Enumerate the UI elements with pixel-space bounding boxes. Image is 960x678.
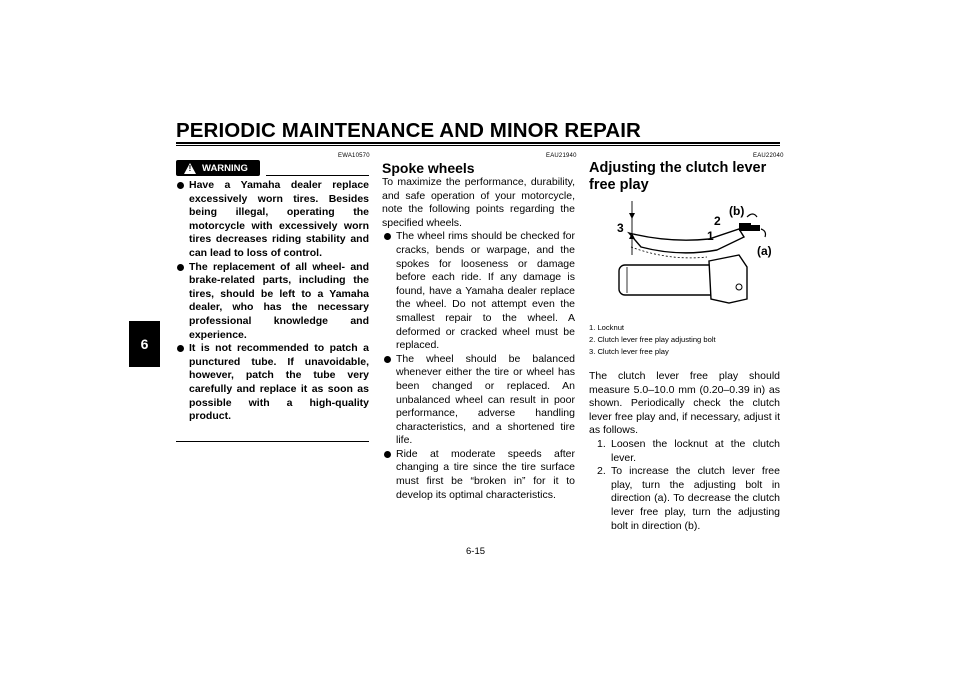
- header-rule: [176, 142, 780, 144]
- warning-badge-label: WARNING: [202, 162, 248, 174]
- bullet-icon: [177, 264, 184, 271]
- warning-rule: [266, 175, 369, 176]
- clutch-body: [589, 370, 780, 533]
- figure-label-b: (b): [729, 204, 745, 218]
- figure-label-3: 3: [617, 221, 624, 235]
- warning-code: EWA10570: [338, 153, 370, 159]
- list-item: The wheel rims should be checked for cracks, bends or warpage, and the spokes for looseness or damage before each ride. If any damage is found, have a Yamaha dealer replace the wheel. Do not attempt even the smallest repair to the wheel. A deformed or cracked wheel must be replaced.: [382, 230, 575, 352]
- locknut: [739, 223, 751, 231]
- warning-item: The replacement of all wheel- and brake-related parts, including the tires, should be left to a Yamaha dealer, who has the necessary professional knowledge and experience.: [176, 261, 369, 343]
- warning-bottom-rule: [176, 441, 369, 442]
- figure-label-2: 2: [714, 214, 721, 228]
- clutch-title: Adjusting the clutch lever free play: [589, 160, 767, 193]
- figure-label-1: 1: [707, 229, 714, 243]
- chapter-tab: 6: [129, 321, 160, 367]
- caption-item: 2. Clutch lever free play adjusting bolt: [589, 335, 716, 344]
- spoke-wheels-code: EAU21940: [546, 153, 577, 159]
- bullet-icon: [384, 356, 391, 363]
- warning-badge: [176, 160, 260, 176]
- caption-item: 3. Clutch lever free play: [589, 347, 669, 356]
- warning-list: [176, 179, 369, 424]
- figure-label-a: (a): [757, 244, 772, 258]
- bullet-icon: [177, 345, 184, 352]
- step-item: 2. To increase the clutch lever free play, turn the adjusting bolt in direction (a). To decrease the clutch lever free play, turn the adjusting bolt in direction (b).: [597, 465, 780, 532]
- warning-item: It is not recommended to patch a punctured tube. If unavoidable, however, patch the tube very carefully and replace it as soon as possible with a high-quality product.: [176, 342, 369, 424]
- spoke-wheels-intro: To maximize the performance, durability, and safe operation of your motorcycle, note the following points regarding the specified wheels.: [382, 176, 575, 229]
- warning-triangle-icon: !: [184, 163, 196, 174]
- adjusting-bolt: [751, 225, 760, 231]
- page-header-title: PERIODIC MAINTENANCE AND MINOR REPAIR: [176, 119, 641, 142]
- list-item: Ride at moderate speeds after changing a tire since the tire surface must first be “broken in” for it to develop its optimal characteristics.: [382, 448, 575, 502]
- bullet-icon: [384, 233, 391, 240]
- switch-housing: [709, 255, 747, 303]
- clutch-lever-illustration: [589, 195, 780, 313]
- spoke-wheels-title: Spoke wheels: [382, 160, 475, 176]
- spoke-wheels-section: [382, 160, 575, 502]
- bullet-icon: [384, 451, 391, 458]
- bullet-icon: [177, 182, 184, 189]
- spoke-wheels-list: [382, 230, 575, 502]
- clutch-section: [589, 160, 780, 532]
- page-number: 6-15: [466, 546, 486, 557]
- figure-captions: [589, 322, 780, 358]
- header-rule-thin: [176, 145, 780, 146]
- step-item: 1. Loosen the locknut at the clutch lever.: [597, 437, 780, 464]
- clutch-steps: [589, 438, 780, 533]
- clutch-code: EAU22040: [753, 153, 784, 159]
- clutch-lever: [629, 229, 744, 253]
- clutch-intro: The clutch lever free play should measure 5.0–10.0 mm (0.20–0.39 in) as shown. Periodically check the clutch lever free play and, if necessary, adjust it as follows.: [589, 370, 780, 437]
- warning-item: Have a Yamaha dealer replace excessively worn tires. Besides being illegal, operating the motorcycle with excessively worn tires decreases riding stability and can lead to loss of control.: [176, 179, 369, 261]
- list-item: The wheel should be balanced whenever either the tire or wheel has been changed or replaced. An unbalanced wheel can result in poor performance, adverse handling characteristics, and a shortened tire life.: [382, 353, 575, 448]
- caption-item: 1. Locknut: [589, 323, 625, 332]
